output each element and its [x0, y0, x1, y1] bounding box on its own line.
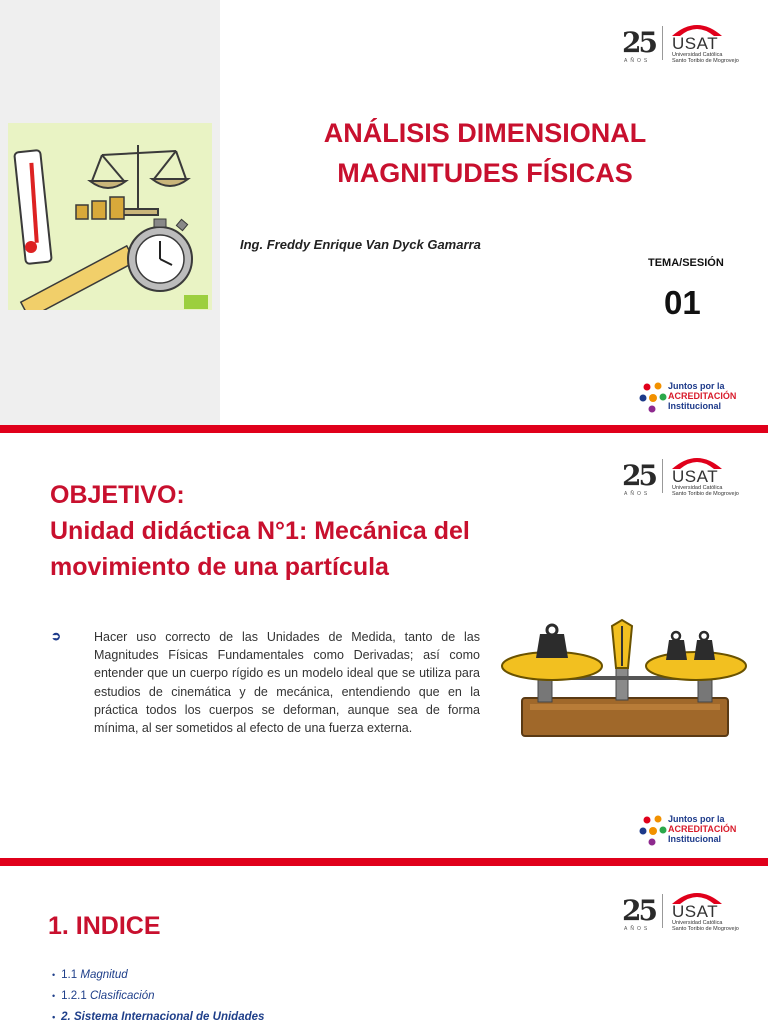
accreditation-logo [638, 381, 738, 415]
accreditation-people-icon [638, 814, 668, 848]
logo-divider [662, 894, 663, 928]
index-heading: 1. INDICE [48, 912, 161, 940]
usat-name: USAT [672, 902, 719, 921]
logo-divider [662, 26, 663, 60]
accreditation-text: Juntos por la ACREDITACIÓN Institucional [668, 381, 737, 411]
author-name: Ing. Freddy Enrique Van Dyck Gamarra [240, 237, 481, 252]
usat-name: USAT [672, 467, 719, 486]
slide-separator [0, 425, 768, 433]
anniversary-number: 25 [622, 26, 655, 59]
slide-title [0, 0, 768, 425]
presentation-title [280, 113, 690, 193]
usat-logo [622, 451, 739, 499]
anniversary-number: 25 [622, 459, 655, 492]
measurement-instruments-illustration [8, 123, 212, 310]
anniversary-sub: AÑOS [624, 58, 651, 64]
anniversary-sub: AÑOS [624, 491, 651, 497]
session-number: 01 [664, 284, 701, 321]
index-item: • 1.2.1 Clasificación [52, 987, 264, 1008]
session-label: TEMA/SESIÓN [648, 257, 724, 269]
arrow-bullet-icon: ➲ [51, 629, 62, 643]
index-item: • 1.1 Magnitud [52, 966, 264, 987]
balance-scale-illustration [500, 618, 750, 743]
index-item: • 2. Sistema Internacional de Unidades [52, 1008, 264, 1029]
accreditation-text: Juntos por la ACREDITACIÓN Institucional [668, 814, 737, 844]
usat-name: USAT [672, 34, 719, 53]
objective-label: OBJETIVO: [50, 481, 185, 509]
usat-subtitle: Universidad Católica Santo Toribio de Mogrovejo [672, 920, 739, 932]
usat-logo [622, 886, 739, 934]
objective-heading [50, 477, 470, 585]
logo-divider [662, 459, 663, 493]
usat-subtitle: Universidad Católica Santo Toribio de Mogrovejo [672, 485, 739, 497]
unit-title-line-2: movimiento de una partícula [50, 553, 389, 581]
title-line-1: ANÁLISIS DIMENSIONAL [323, 118, 647, 148]
slide-separator [0, 858, 768, 866]
index-list [52, 966, 264, 1029]
usat-logo [622, 18, 739, 66]
objective-text: Hacer uso correcto de las Unidades de Medida, tanto de las Magnitudes Físicas Fundamentales como Derivadas; así como entender que un cuerpo rígido es un modelo ideal que se utiliza para estudios de cinemática y de mecánica, entendiendo que en la práctica todos los cuerpos se deforman, aunque sea de forma mínima, al ser sometidos al efecto de una fuerza externa. [94, 630, 480, 736]
stopwatch-icon [128, 219, 192, 291]
weights-icon [76, 197, 124, 219]
title-line-2: MAGNITUDES FÍSICAS [337, 158, 633, 188]
anniversary-sub: AÑOS [624, 926, 651, 932]
accreditation-logo [638, 814, 738, 848]
unit-title-line-1: Unidad didáctica N°1: Mecánica del [50, 517, 470, 545]
thermometer-icon [14, 150, 52, 264]
accreditation-people-icon [638, 381, 668, 415]
usat-subtitle: Universidad Católica Santo Toribio de Mogrovejo [672, 52, 739, 64]
anniversary-number: 25 [622, 894, 655, 927]
